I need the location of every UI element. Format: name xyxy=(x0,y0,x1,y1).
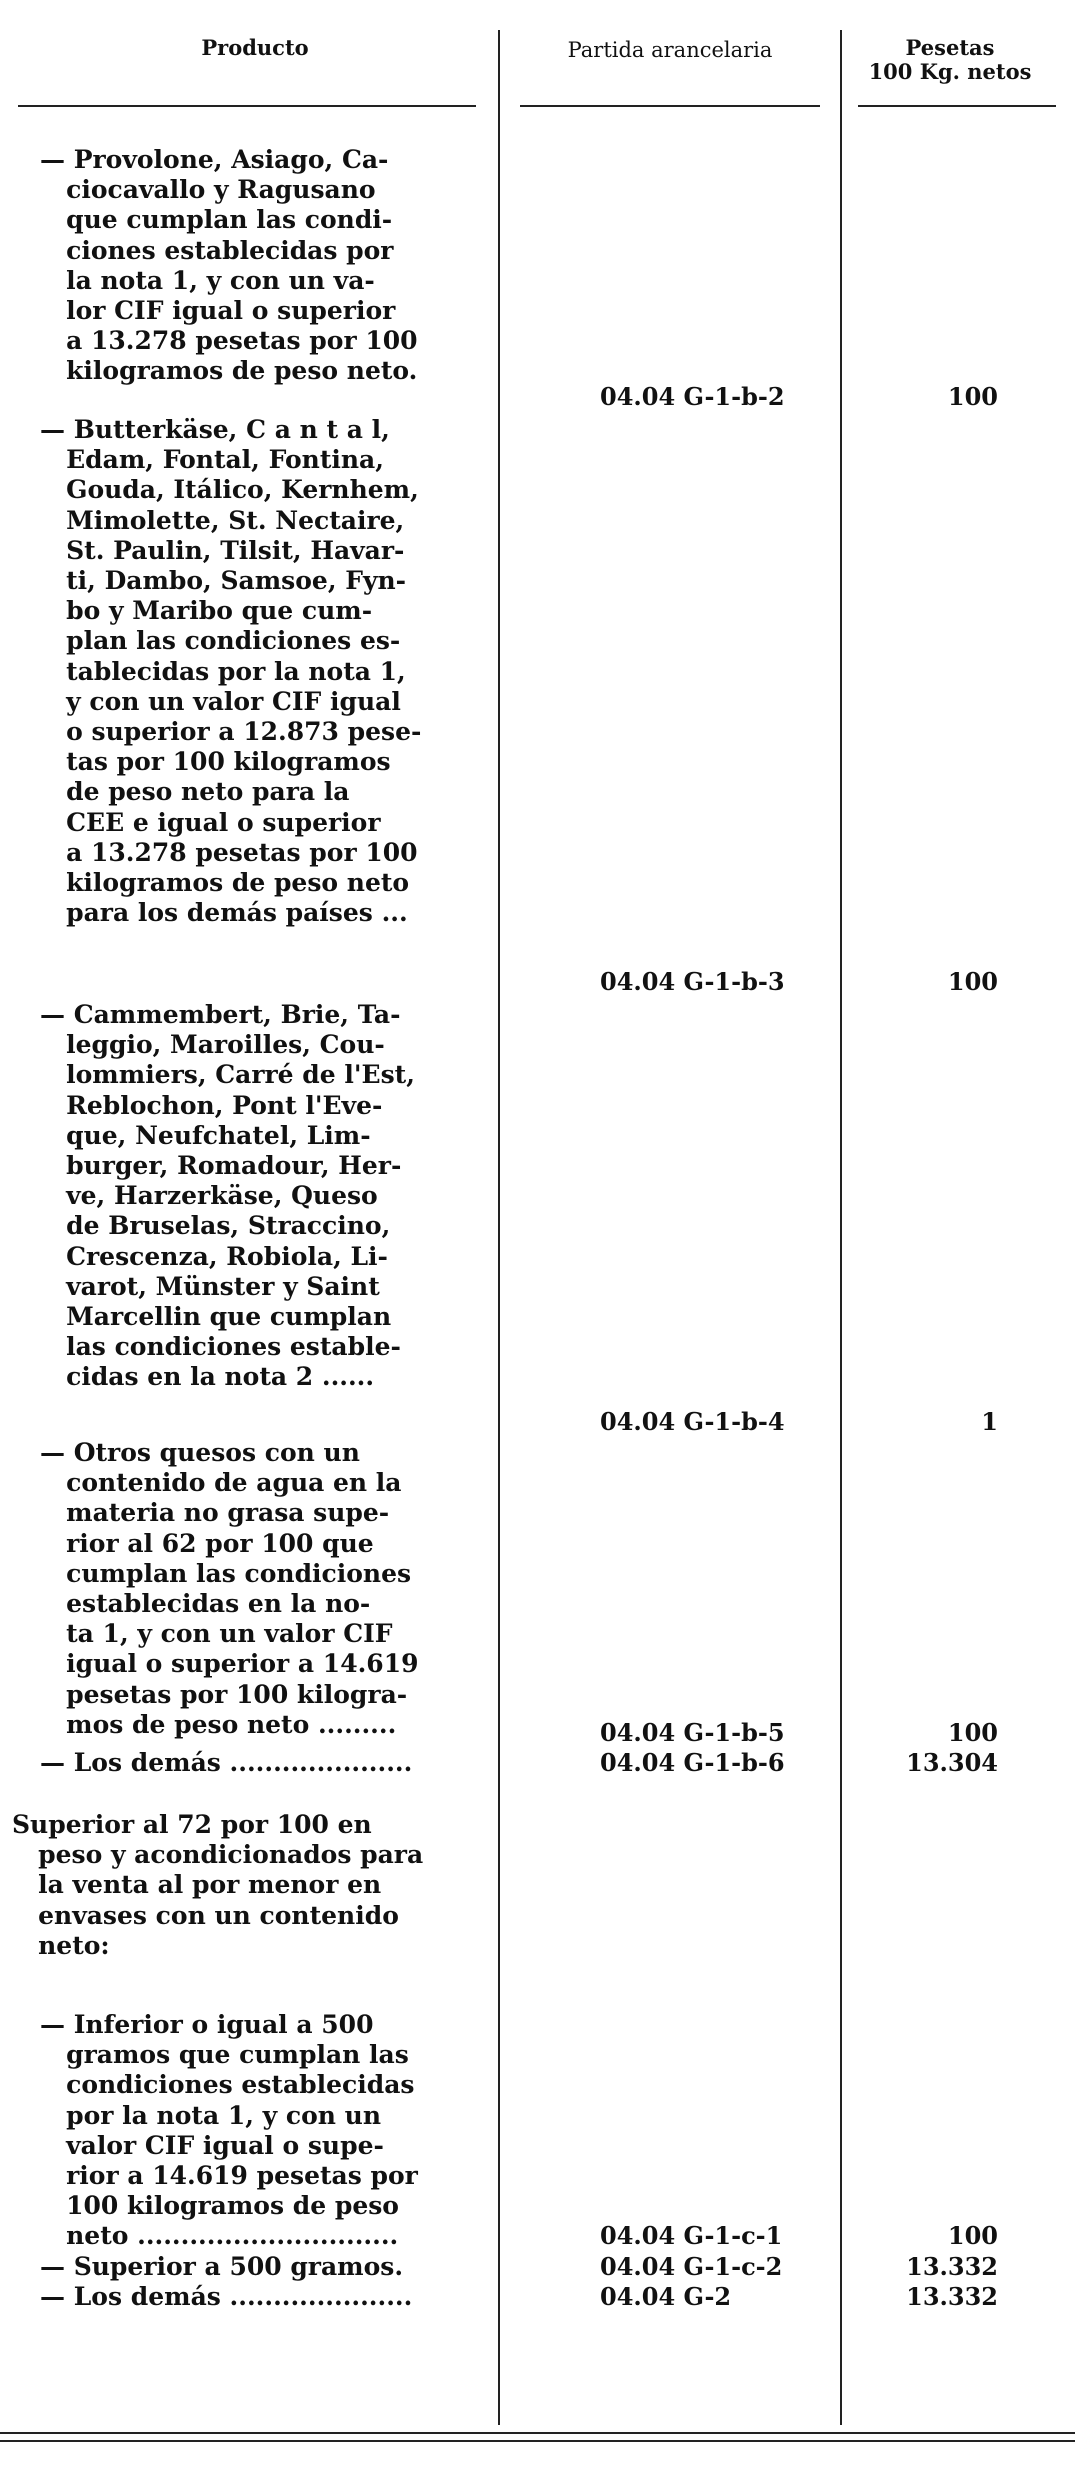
product-description: — Superior a 500 gramos. xyxy=(40,2252,404,2281)
section-heading: Superior al 72 por 100 en peso y acondicionados para la venta al por menor en envases con un contenido neto: xyxy=(12,1810,424,1960)
column-divider-1 xyxy=(498,30,500,2425)
pesetas-value: 13.304 xyxy=(906,1748,998,1777)
header-rule-partida xyxy=(520,105,820,107)
partida-code: 04.04 G-1-b-6 xyxy=(600,1748,785,1777)
partida-code: 04.04 G-1-c-1 xyxy=(600,2221,783,2250)
partida-code: 04.04 G-1-b-5 xyxy=(600,1718,785,1747)
header-product: Producto xyxy=(201,35,309,60)
pesetas-value: 13.332 xyxy=(906,2282,998,2311)
header-pesetas-line2: 100 Kg. netos xyxy=(868,59,1032,84)
product-description: — Otros quesos con un contenido de agua en la materia no grasa supe- rior al 62 por 100 que cumplan las condiciones establecidas en la no- ta 1, y con un valor CIF igual o superior a 14.619 pesetas por 100 kilogra- mos de peso neto ......... xyxy=(40,1438,419,1739)
pesetas-value: 100 xyxy=(947,382,998,411)
pesetas-value: 100 xyxy=(947,1718,998,1747)
partida-code: 04.04 G-1-b-3 xyxy=(600,967,785,996)
header-rule-product xyxy=(18,105,476,107)
partida-code: 04.04 G-1-b-2 xyxy=(600,382,785,411)
partida-code: 04.04 G-2 xyxy=(600,2282,732,2311)
pesetas-value: 100 xyxy=(947,967,998,996)
product-description: — Provolone, Asiago, Ca- ciocavallo y Ragusano que cumplan las condi- ciones establecidas por la nota 1, y con un va- lor CIF igual o superior a 13.278 pesetas por 100 kilogramos de peso neto. xyxy=(40,145,418,386)
product-description: — Butterkäse, C a n t a l, Edam, Fontal, Fontina, Gouda, Itálico, Kernhem, Mimolette, St. Nectaire, St. Paulin, Tilsit, Havar- ti, Dambo, Samsoe, Fyn- bo y Maribo que cum- plan las condiciones es- tablecidas por la nota 1, y con un valor CIF igual o superior a 12.873 pese- tas por 100 kilogramos de peso neto para la CEE e igual o superior a 13.278 pesetas por 100 kilogramos de peso neto para los demás países ... xyxy=(40,415,422,928)
product-description: — Los demás ..................... xyxy=(40,2282,413,2311)
pesetas-value: 1 xyxy=(981,1407,998,1436)
pesetas-value: 100 xyxy=(947,2221,998,2250)
bottom-rule-top xyxy=(0,2432,1075,2434)
partida-code: 04.04 G-1-c-2 xyxy=(600,2252,783,2281)
product-description: — Cammembert, Brie, Ta- leggio, Maroilles, Cou- lommiers, Carré de l'Est, Reblochon, Pont l'Eve- que, Neufchatel, Lim- burger, Romadour, Her- ve, Harzerkäse, Queso de Bruselas, Straccino, Crescenza, Robiola, Li- varot, Münster y Saint Marcellin que cumplan las condiciones estable- cidas en la nota 2 ...... xyxy=(40,1000,415,1392)
partida-code: 04.04 G-1-b-4 xyxy=(600,1407,785,1436)
header-partida: Partida arancelaria xyxy=(567,38,773,62)
bottom-rule-bottom xyxy=(0,2440,1075,2442)
header-pesetas-line1: Pesetas xyxy=(905,35,995,60)
column-divider-2 xyxy=(840,30,842,2425)
header-rule-pesetas xyxy=(858,105,1056,107)
product-description: — Inferior o igual a 500 gramos que cumplan las condiciones establecidas por la nota 1, y con un valor CIF igual o supe- rior a 14.619 pesetas por 100 kilogramos de peso neto .............................. xyxy=(40,2010,418,2251)
pesetas-value: 13.332 xyxy=(906,2252,998,2281)
product-description: — Los demás ..................... xyxy=(40,1748,413,1777)
